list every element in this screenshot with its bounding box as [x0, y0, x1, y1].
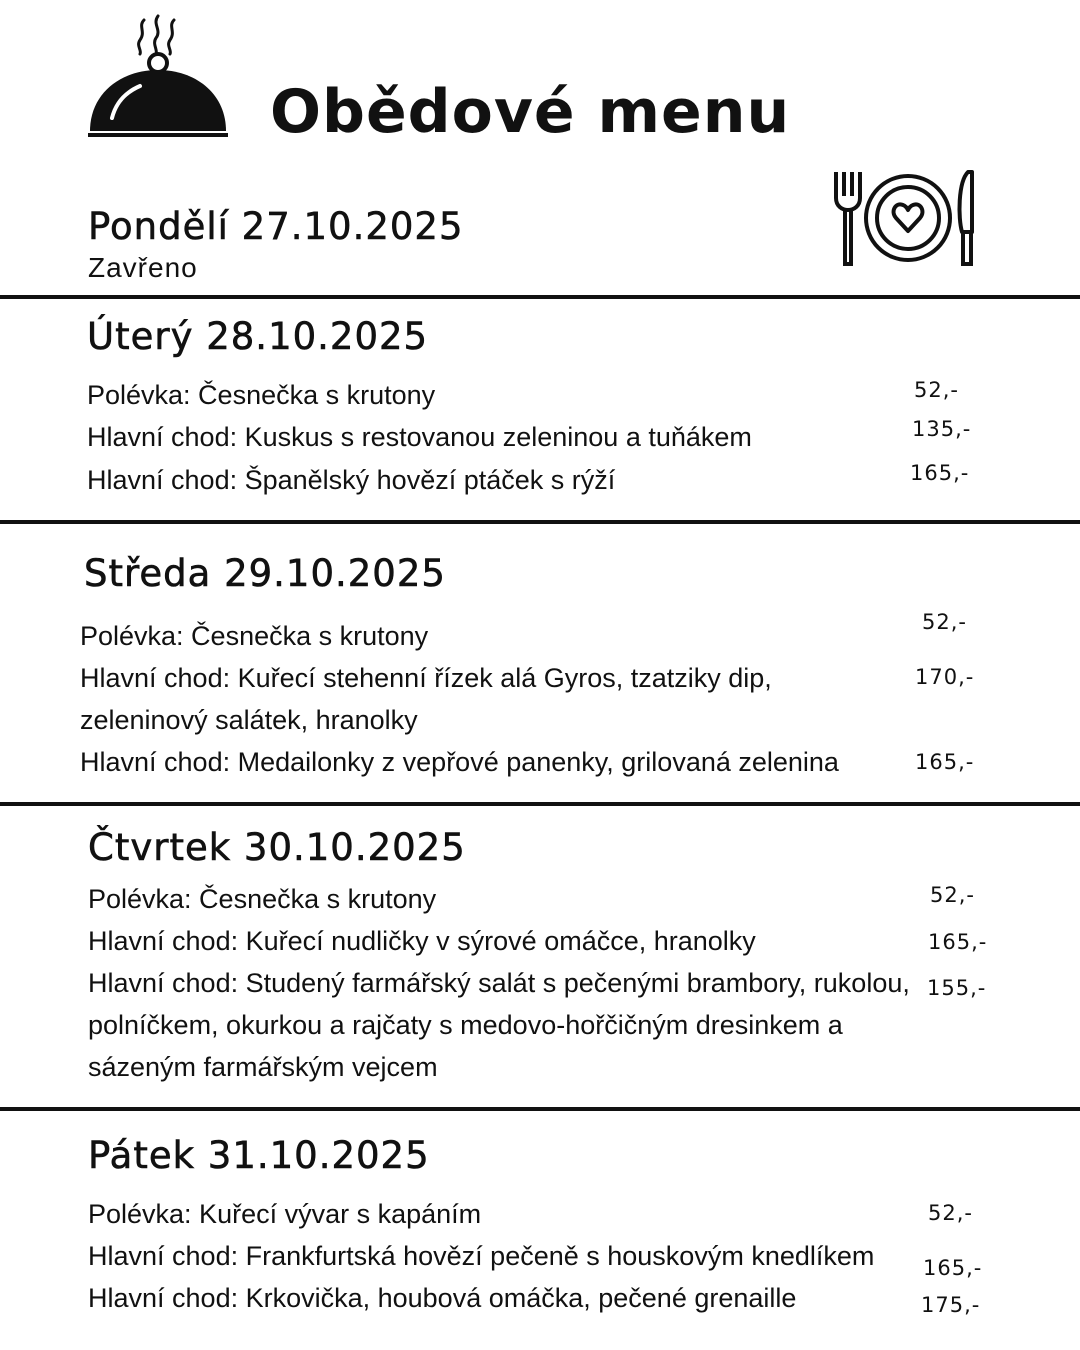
menu-item-price: 165,-	[915, 750, 975, 774]
menu-item-price: 52,-	[922, 610, 967, 634]
menu-item-price: 155,-	[927, 976, 987, 1000]
closed-note: Zavřeno	[88, 252, 198, 283]
cloche-icon	[86, 14, 232, 140]
divider	[0, 802, 1080, 806]
menu-item-price: 165,-	[923, 1256, 983, 1280]
day-heading-thursday: Čtvrtek 30.10.2025	[88, 826, 466, 869]
fork-plate-knife-icon	[830, 168, 982, 270]
menu-item-name: Hlavní chod: Kuřecí nudličky v sýrové omáčce, hranolky	[88, 926, 756, 956]
menu-item-price: 175,-	[921, 1293, 981, 1317]
day-heading-friday: Pátek 31.10.2025	[88, 1134, 430, 1177]
page-title: Obědové menu	[270, 77, 791, 147]
menu-item-name: Polévka: Kuřecí vývar s kapáním	[88, 1199, 482, 1229]
menu-item-name: Polévka: Česnečka s krutony	[88, 884, 437, 914]
divider	[0, 295, 1080, 299]
divider	[0, 520, 1080, 524]
menu-item-price: 52,-	[930, 883, 975, 907]
menu-item-name: Hlavní chod: Krkovička, houbová omáčka, pečené grenaille	[88, 1283, 797, 1313]
menu-item-name: Hlavní chod: Medailonky z vepřové panenky, grilovaná zelenina	[80, 747, 839, 777]
day-heading-tuesday: Úterý 28.10.2025	[87, 315, 429, 358]
menu-item-name: Hlavní chod: Španělský hovězí ptáček s rýží	[87, 465, 616, 495]
divider	[0, 1107, 1080, 1111]
day-heading-wednesday: Středa 29.10.2025	[84, 552, 446, 595]
menu-item-name: Hlavní chod: Studený farmářský salát s pečenými brambory, rukolou, polníčkem, okurkou a rajčaty s medovo-hořčičným dresinkem a sázeným farmářským vejcem	[88, 968, 910, 1082]
menu-item-name: Hlavní chod: Kuřecí stehenní řízek alá Gyros, tzatziky dip, zeleninový salátek, hranolky	[80, 663, 772, 735]
menu-item-price: 165,-	[928, 930, 988, 954]
menu-item-name: Hlavní chod: Frankfurtská hovězí pečeně s houskovým knedlíkem	[88, 1241, 875, 1271]
menu-item-name: Polévka: Česnečka s krutony	[87, 380, 436, 410]
menu-item-price: 52,-	[928, 1201, 973, 1225]
menu-item-price: 52,-	[914, 378, 959, 402]
menu-item-name: Polévka: Česnečka s krutony	[80, 621, 429, 651]
menu-item-price: 165,-	[910, 461, 970, 485]
day-heading-monday: Pondělí 27.10.2025	[88, 205, 464, 248]
menu-item-price: 135,-	[912, 417, 972, 441]
menu-item-price: 170,-	[915, 665, 975, 689]
menu-item-name: Hlavní chod: Kuskus s restovanou zeleninou a tuňákem	[87, 422, 752, 452]
